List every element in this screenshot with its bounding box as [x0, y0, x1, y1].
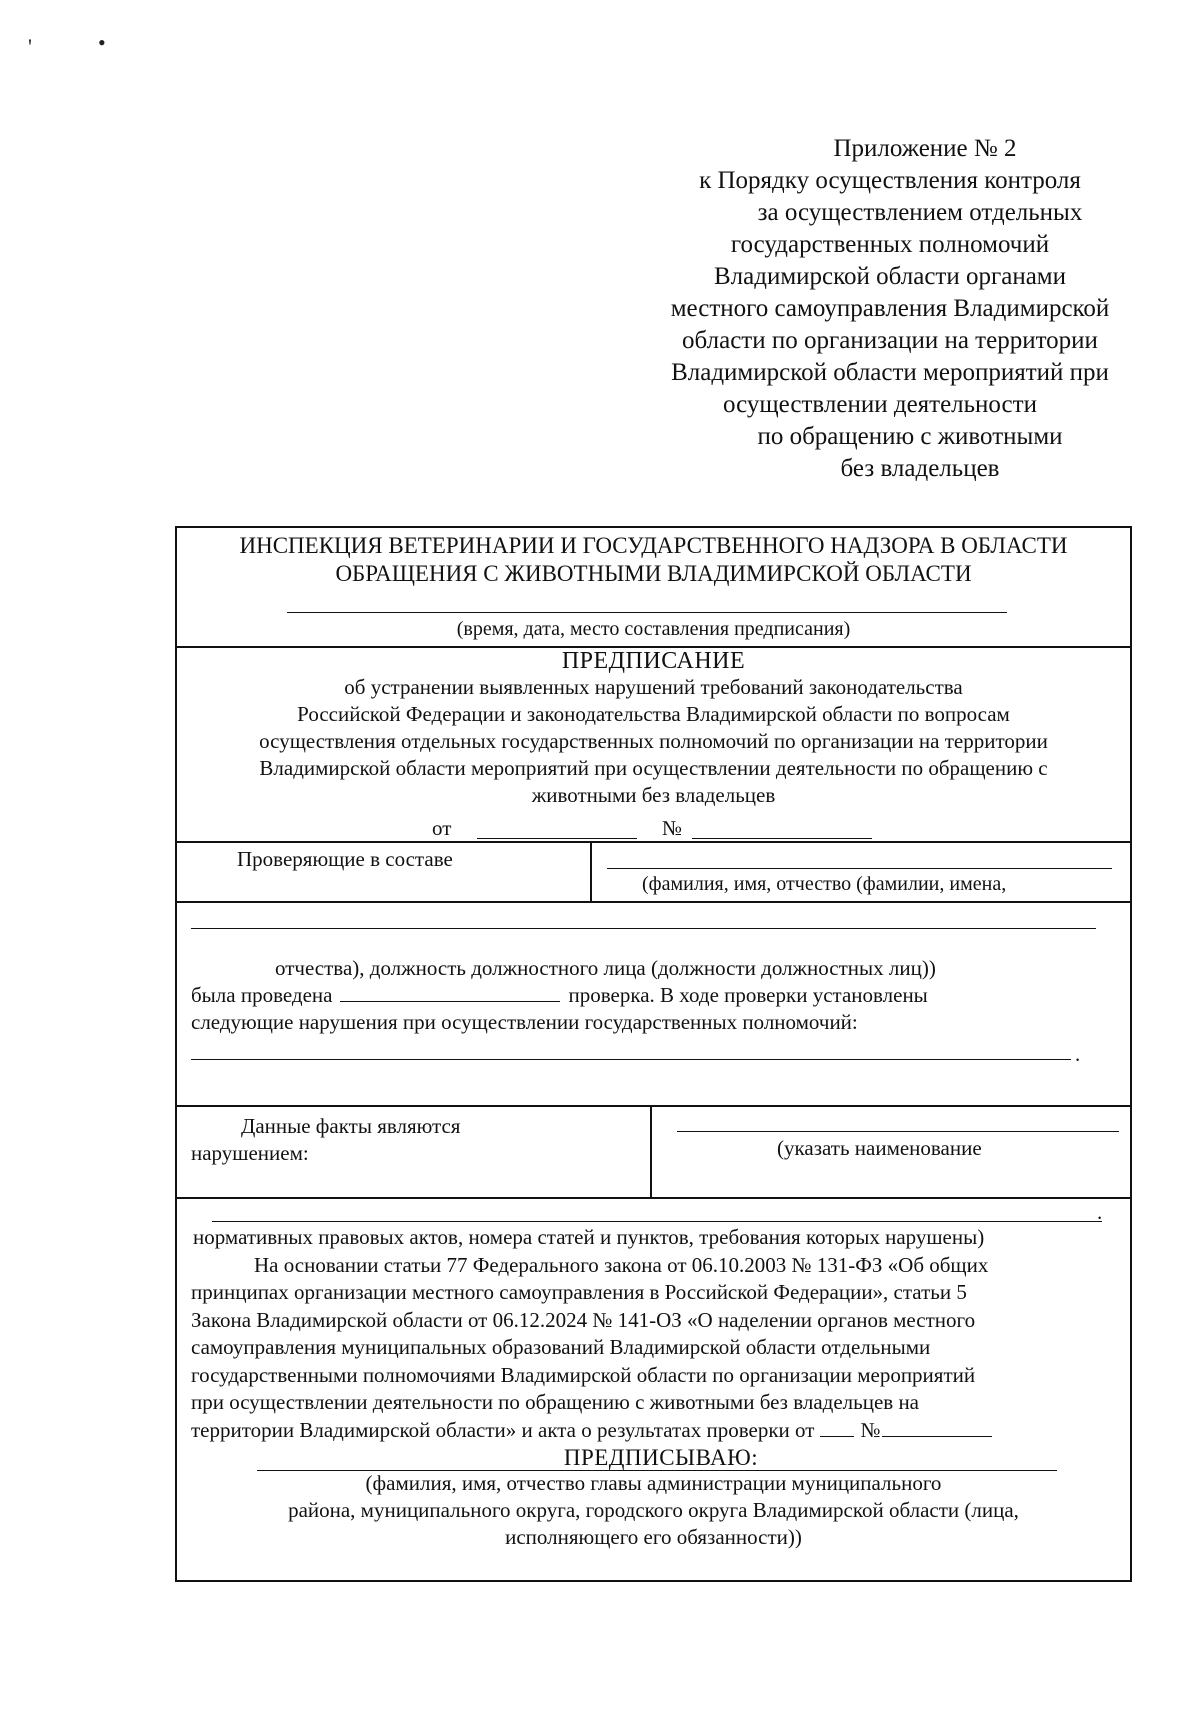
organization-name-line2: ОБРАЩЕНИЯ С ЖИВОТНЫМИ ВЛАДИМИРСКОЙ ОБЛАСТИ — [335, 561, 972, 586]
order-heading: ПРЕДПИСЫВАЮ: — [563, 1445, 759, 1470]
facts-label-cell — [177, 1107, 652, 1197]
appendix-line: к Порядку осуществления контроля — [699, 167, 1081, 194]
facts-section — [177, 1107, 1130, 1199]
time-date-place-field[interactable] — [287, 612, 1007, 613]
inspectors-value-cell — [592, 843, 1130, 901]
prescription-subtitle-line: животными без владельцев — [531, 783, 776, 807]
head-of-administration-caption — [177, 1470, 1130, 1551]
number-label: № — [662, 816, 683, 840]
inspectors-field-continued[interactable] — [191, 928, 1096, 929]
appendix-line: местного самоуправления Владимирской — [670, 295, 1110, 322]
prescription-number-field[interactable] — [692, 838, 872, 839]
act-reference-label: территории Владимирской области» и акта о результатах проверки от — [191, 1417, 815, 1442]
facts-label-line2: нарушением: — [191, 1141, 309, 1165]
violations-label: следующие нарушения при осуществлении государственных полномочий: — [191, 1010, 858, 1034]
date-number-row — [177, 812, 1130, 842]
basis-line: самоуправления муниципальных образований Владимирской области отдельными — [191, 1335, 931, 1359]
head-caption-line: района, муниципального округа, городского округа Владимирской области (лица, — [288, 1498, 1019, 1522]
appendix-line: Приложение № 2 — [833, 135, 1017, 162]
legal-acts-end-dot: . — [1097, 1200, 1103, 1224]
prescription-subtitle-line: об устранении выявленных нарушений требований законодательства — [344, 675, 963, 699]
inspectors-caption-continued: отчества), должность должностного лица (должности должностных лиц)) — [275, 956, 936, 980]
inspection-label: проверка. В ходе проверки установлены — [568, 983, 928, 1007]
inspectors-label-cell — [177, 843, 592, 901]
act-number-field[interactable] — [882, 1420, 992, 1437]
violations-field[interactable] — [191, 1059, 1071, 1060]
prescription-subtitle-line: Российской Федерации и законодательства Владимирской области по вопросам — [297, 702, 1010, 726]
facts-label-line1: Данные факты являются — [241, 1114, 461, 1138]
appendix-line: по обращению с животными — [757, 423, 1063, 450]
inspection-section — [177, 903, 1130, 1107]
from-label: от — [432, 816, 452, 840]
prescription-title-section — [177, 648, 1130, 843]
appendix-line: области по организации на территории — [682, 327, 1098, 354]
act-number-label: № — [860, 1417, 881, 1442]
basis-line: принципах организации местного самоуправления в Российской Федерации», статьи 5 — [191, 1280, 967, 1304]
organization-name-line1: ИНСПЕКЦИЯ ВЕТЕРИНАРИИ И ГОСУДАРСТВЕННОГО НАДЗОРА В ОБЛАСТИ — [239, 533, 1068, 558]
appendix-line: Владимирской области органами — [714, 263, 1066, 290]
time-date-place-caption: (время, дата, место составления предписания) — [456, 618, 851, 640]
act-date-field[interactable] — [820, 1420, 854, 1437]
inspection-type-row — [191, 982, 928, 1009]
inspectors-label: Проверяющие в составе — [237, 847, 453, 871]
basis-section — [177, 1199, 1130, 1573]
facts-value-cell — [652, 1107, 1130, 1197]
inspectors-section — [177, 843, 1130, 903]
inspectors-field[interactable] — [607, 868, 1112, 869]
scan-mark: • — [98, 30, 106, 55]
scan-mark: ' — [28, 34, 32, 59]
prescription-form — [175, 526, 1132, 1582]
head-caption-line: исполняющего его обязанности)) — [505, 1525, 802, 1549]
violations-end-dot: . — [1075, 1042, 1081, 1066]
legal-acts-caption-continued: нормативных правовых актов, номера статей и пунктов, требования которых нарушены) — [193, 1225, 985, 1249]
basis-line: при осуществлении деятельности по обращению с животными без владельцев на — [191, 1390, 920, 1414]
inspectors-caption: (фамилия, имя, отчество (фамилии, имена, — [642, 873, 1007, 895]
appendix-line: Владимирской области мероприятий при — [671, 359, 1109, 386]
basis-line: государственными полномочиями Владимирской области по организации мероприятий — [191, 1362, 976, 1387]
appendix-line: осуществлении деятельности — [723, 391, 1037, 418]
legal-acts-caption: (указать наименование — [777, 1136, 982, 1160]
basis-line: Закона Владимирской области от 06.12.2024 № 141-ОЗ «О наделении органов местного — [191, 1307, 976, 1332]
basis-text — [191, 1224, 1131, 1472]
inspection-type-field[interactable] — [340, 983, 560, 1002]
legal-acts-field[interactable] — [677, 1131, 1119, 1132]
appendix-line: за осуществлением отдельных — [757, 199, 1083, 226]
legal-acts-field-continued[interactable] — [212, 1221, 1102, 1222]
prescription-date-field[interactable] — [477, 838, 637, 839]
appendix-line: государственных полномочий — [730, 231, 1050, 258]
basis-line: На основании статьи 77 Федерального закона от 06.10.2003 № 131-ФЗ «Об общих — [254, 1252, 989, 1277]
prescription-subtitle-line: Владимирской области мероприятий при осуществлении деятельности по обращению с — [259, 756, 1048, 780]
appendix-line: без владельцев — [840, 455, 1000, 482]
was-held-label: была проведена — [191, 983, 333, 1007]
prescription-title: ПРЕДПИСАНИЕ — [561, 648, 746, 674]
head-caption-line: (фамилия, имя, отчество главы администрации муниципального — [365, 1471, 942, 1495]
appendix-header — [620, 133, 1160, 485]
organization-section — [177, 528, 1130, 648]
prescription-subtitle-line: осуществления отдельных государственных полномочий по организации на территории — [259, 729, 1048, 753]
basis-last-line — [191, 1417, 1131, 1445]
